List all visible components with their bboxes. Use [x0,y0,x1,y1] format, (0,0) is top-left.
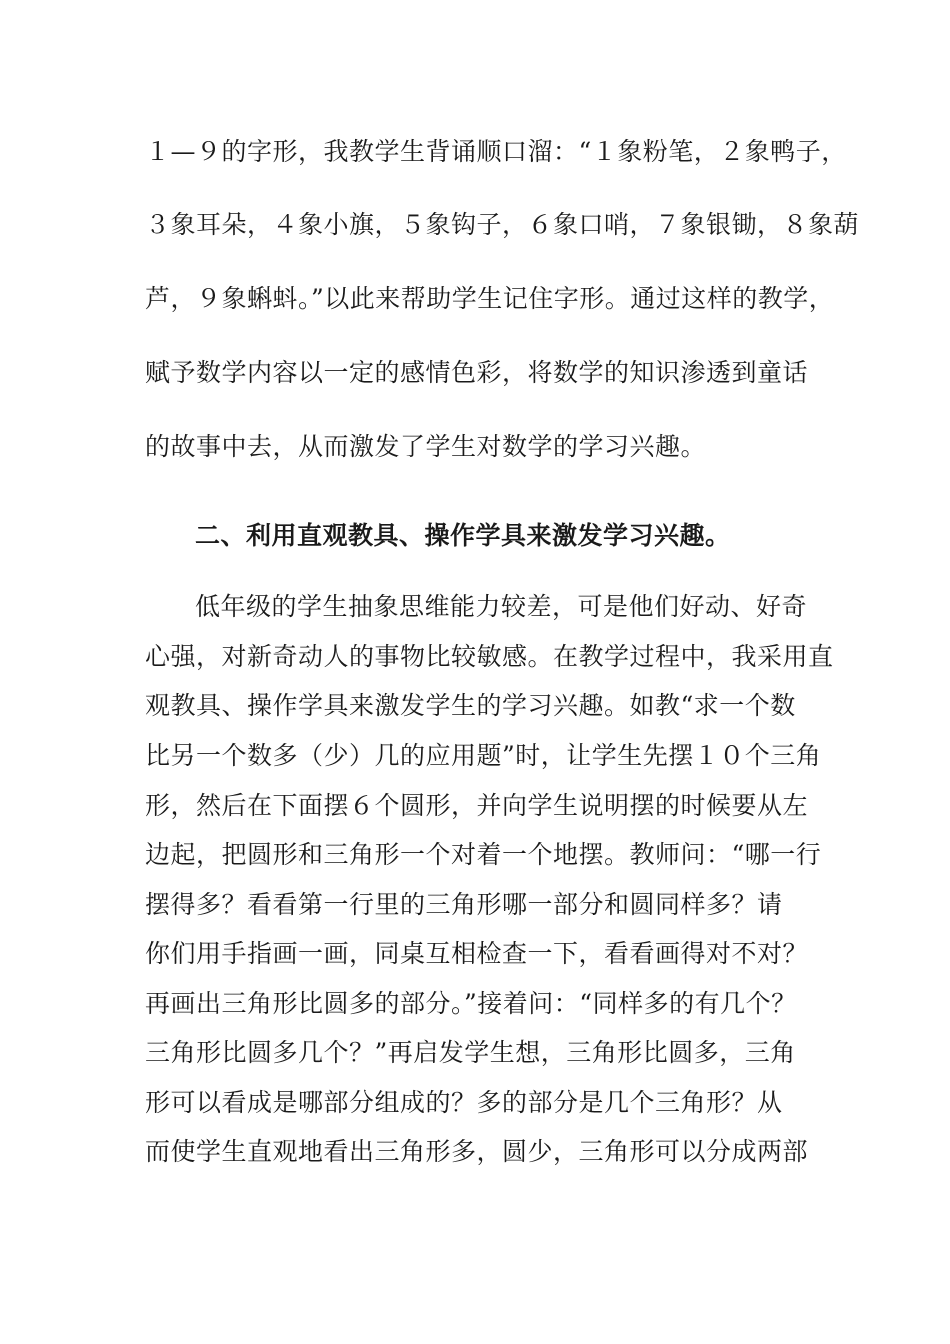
paragraph-line: 赋予数学内容以一定的感情色彩，将数学的知识渗透到童话 [145,358,809,387]
paragraph-line: 低年级的学生抽象思维能力较差，可是他们好动、好奇 [195,592,808,621]
paragraph-line: 你们用手指画一画，同桌互相检查一下，看看画得对不对？ [145,939,809,968]
section-heading: 二、利用直观教具、操作学具来激发学习兴趣。 [195,521,731,550]
paragraph-line: 形可以看成是哪部分组成的？多的部分是几个三角形？从 [145,1088,783,1117]
paragraph-line: 的故事中去，从而激发了学生对数学的学习兴趣。 [145,432,707,461]
paragraph-line: ３象耳朵，４象小旗，５象钩子，６象口哨，７象银锄，８象葫 [145,210,860,239]
paragraph-line: 三角形比圆多几个？”再启发学生想，三角形比圆多，三角 [145,1038,796,1067]
paragraph-line: 观教具、操作学具来激发学生的学习兴趣。如教“求一个数 [145,691,796,720]
paragraph-line: 而使学生直观地看出三角形多，圆少，三角形可以分成两部 [145,1137,809,1166]
paragraph-line: 心强，对新奇动人的事物比较敏感。在教学过程中，我采用直 [145,642,834,671]
paragraph-line: 摆得多？看看第一行里的三角形哪一部分和圆同样多？请 [145,890,783,919]
paragraph-line: 比另一个数多（少）几的应用题”时，让学生先摆１０个三角 [145,741,822,770]
paragraph-line: 边起，把圆形和三角形一个对着一个地摆。教师问：“哪一行 [145,840,822,869]
paragraph-line: 芦，９象蝌蚪。”以此来帮助学生记住字形。通过这样的教学， [145,284,835,313]
paragraph-line: 形，然后在下面摆６个圆形，并向学生说明摆的时候要从左 [145,791,809,820]
paragraph-line: 再画出三角形比圆多的部分。”接着问：“同样多的有几个？ [145,989,797,1018]
paragraph-line: １—９的字形，我教学生背诵顺口溜：“１象粉笔，２象鸭子， [145,137,847,166]
